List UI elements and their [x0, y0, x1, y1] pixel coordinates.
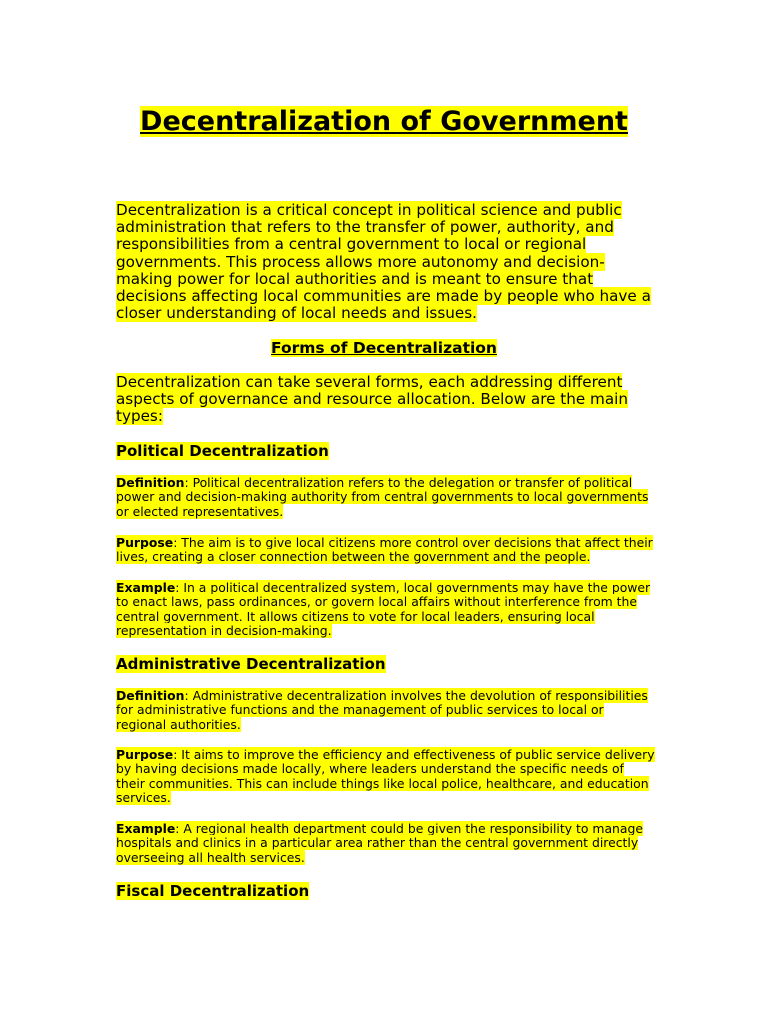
forms-heading: Forms of Decentralization — [271, 339, 497, 357]
fiscal-heading: Fiscal Decentralization — [116, 882, 310, 900]
political-heading: Political Decentralization — [116, 442, 329, 460]
purpose-label: Purpose — [116, 747, 174, 762]
administrative-purpose: Purpose: It aims to improve the efficiency and effectiveness of public service delivery by having decisions made locally, where leaders understand the specific needs of their communities. This can include things like local police, healthcare, and education services. — [116, 747, 655, 805]
definition-label: Definition — [116, 688, 185, 703]
definition-label: Definition — [116, 475, 185, 490]
political-purpose: Purpose: The aim is to give local citizens more control over decisions that affect their lives, creating a closer connection between the government and the people. — [116, 535, 653, 565]
administrative-example: Example: A regional health department could be given the responsibility to manage hospitals and clinics in a particular area rather than the central government directly overseeing all health services. — [116, 821, 643, 865]
page-title: Decentralization of Government — [140, 106, 628, 137]
administrative-definition: Definition: Administrative decentralization involves the devolution of responsibilities for administrative functions and the management of public services to local or regional authorities. — [116, 688, 648, 732]
political-definition: Definition: Political decentralization refers to the delegation or transfer of political power and decision-making authority from central governments to local governments or elected representatives. — [116, 475, 649, 519]
intro-paragraph: Decentralization is a critical concept in political science and public administration that refers to the transfer of power, authority, and responsibilities from a central government to local or regional governments. This process allows more autonomy and decision-making power for local authorities and is meant to ensure that decisions affecting local communities are made by people who have a closer understanding of local needs and issues. — [116, 201, 651, 323]
forms-intro-paragraph: Decentralization can take several forms, each addressing different aspects of governance and resource allocation. Below are the main types: — [116, 373, 629, 426]
example-label: Example — [116, 580, 176, 595]
purpose-label: Purpose — [116, 535, 174, 550]
administrative-heading: Administrative Decentralization — [116, 655, 386, 673]
political-example: Example: In a political decentralized system, local governments may have the power to enact laws, pass ordinances, or govern local affairs without interference from the central government. It allows citizens to vote for local leaders, ensuring local representation in decision-making. — [116, 580, 651, 638]
example-label: Example — [116, 821, 176, 836]
